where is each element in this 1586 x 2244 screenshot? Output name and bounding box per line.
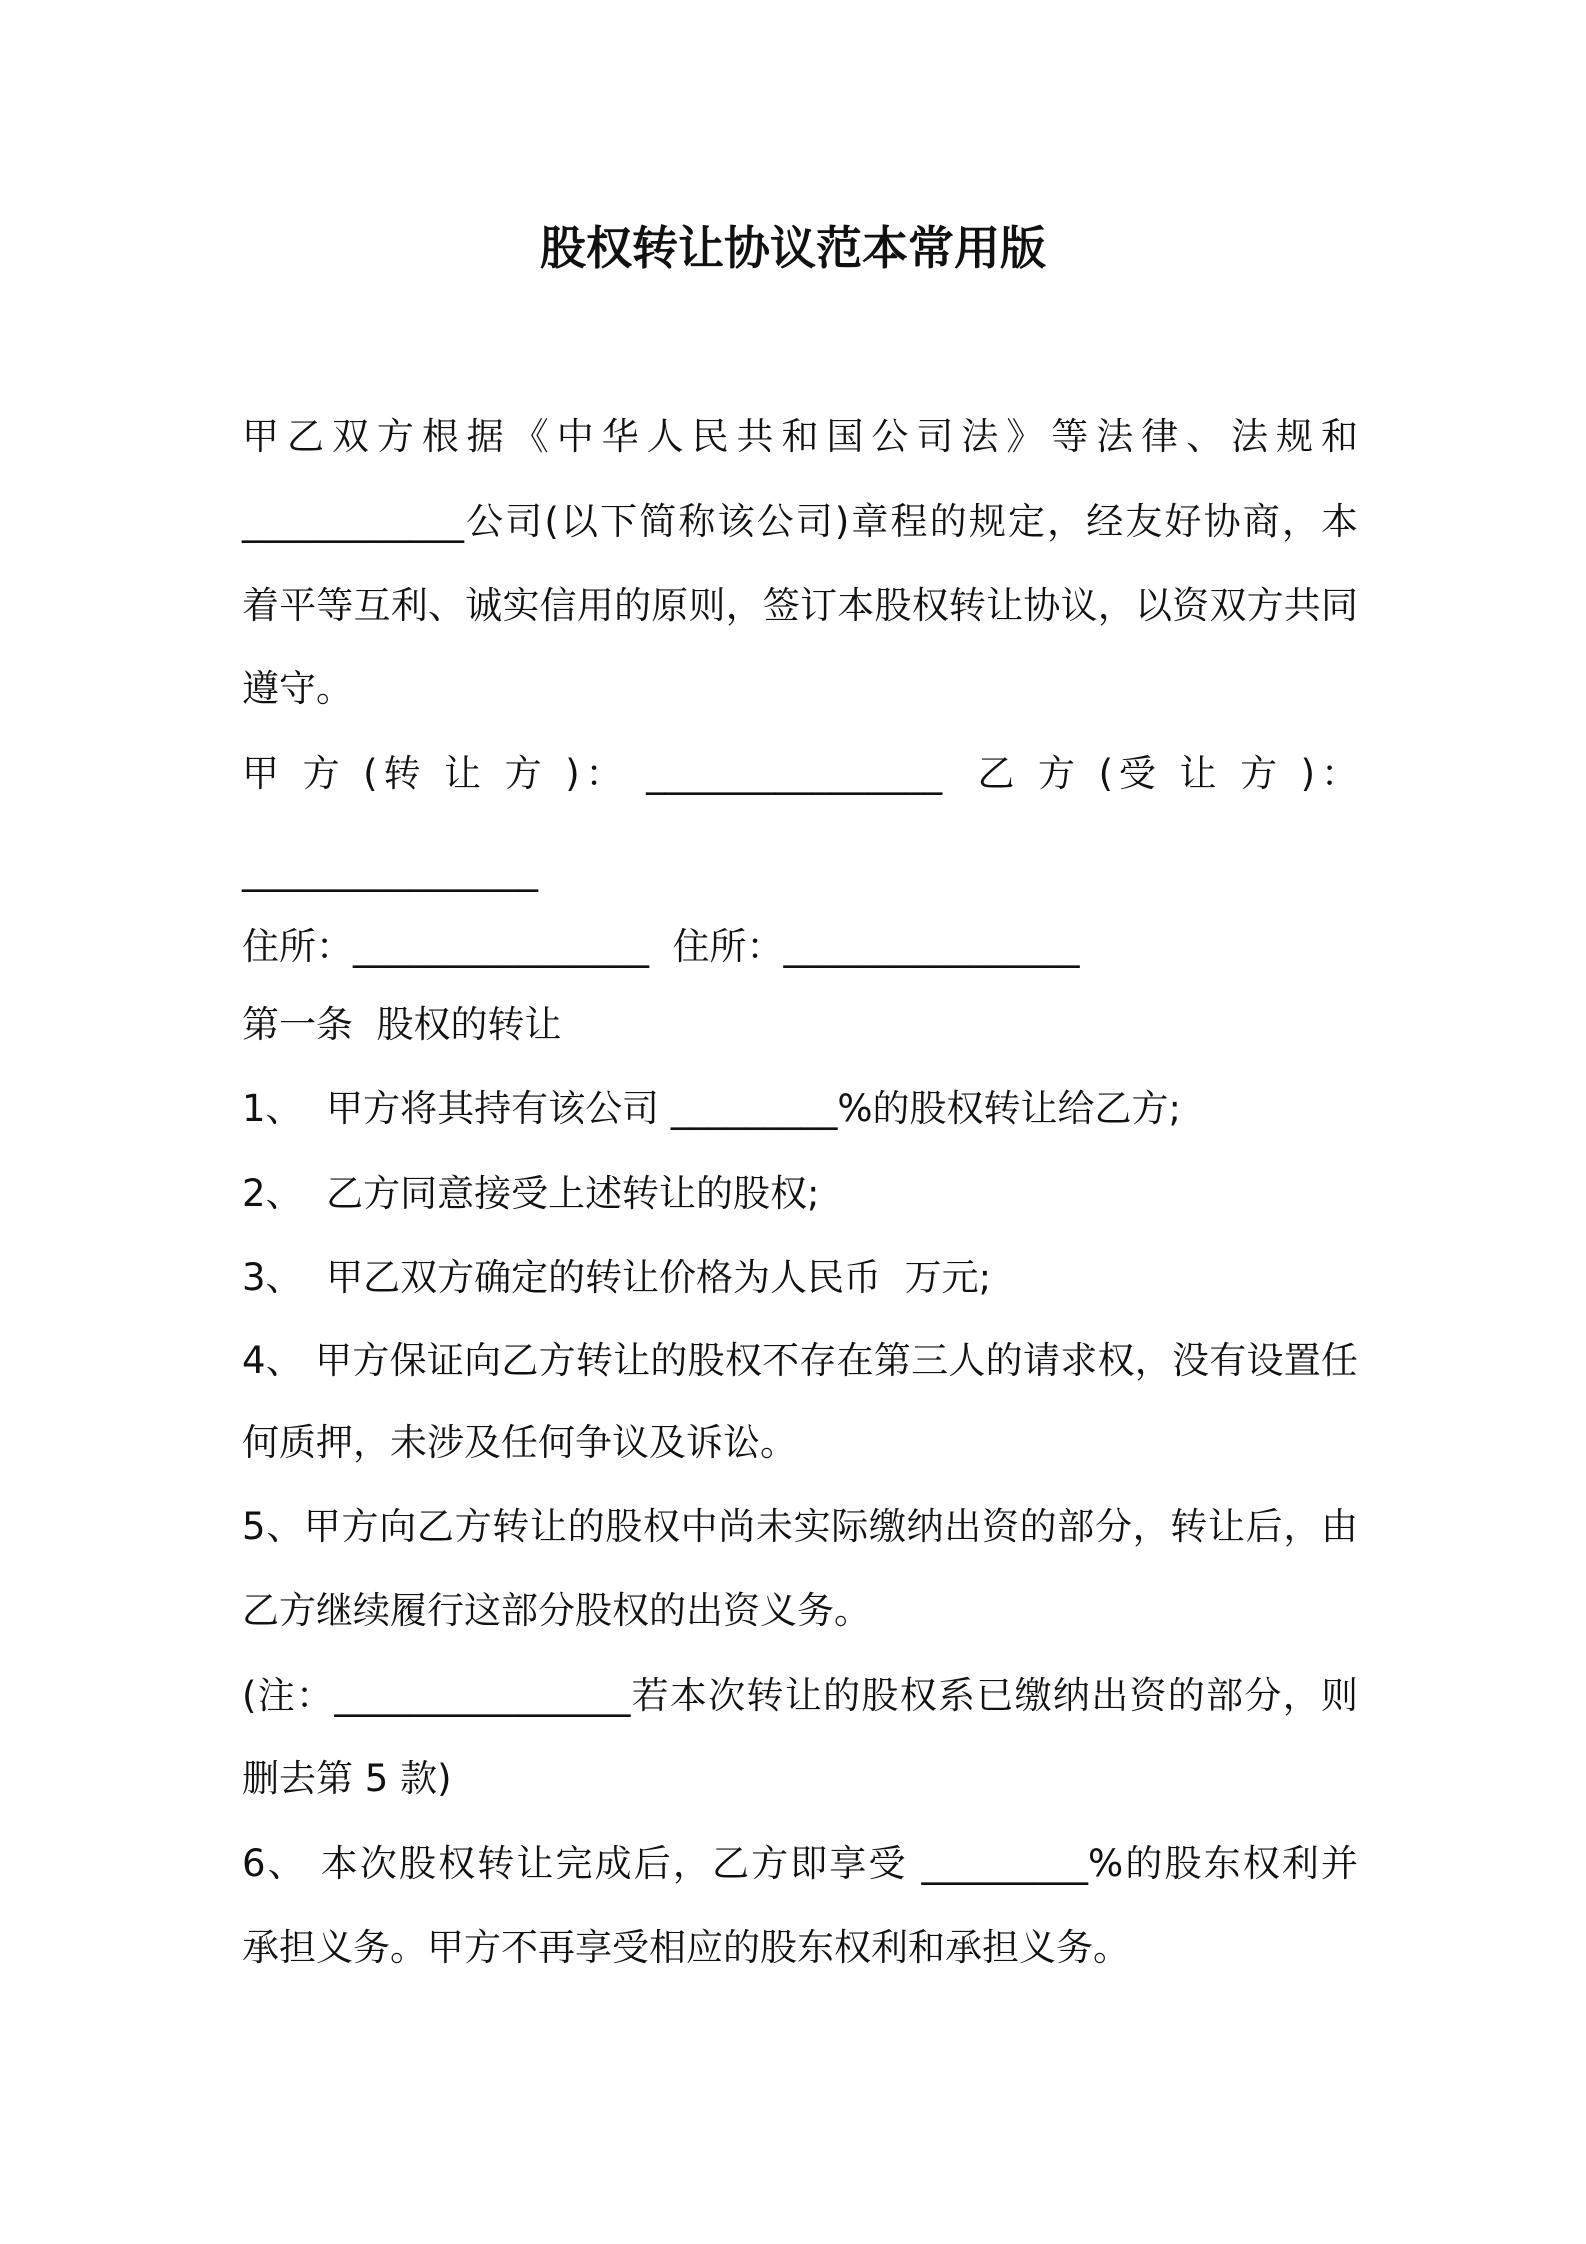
address-line: 住所：________________ 住所：________________	[242, 925, 1080, 968]
clause-item: 4、 甲方保证向乙方转让的股权不存在第三人的请求权，没有设置任	[242, 1339, 1358, 1382]
clause-item: 1、 甲方将其持有该公司 _________%的股权转让给乙方;	[242, 1087, 1181, 1130]
parties-line: 甲 方 (转 让 方 )： ________________ 乙 方 (受 让 方 )：	[242, 752, 1358, 795]
clause-item: 6、 本次股权转让完成后，乙方即享受 _________%的股东权利并	[242, 1842, 1358, 1885]
clause-item: 乙方继续履行这部分股权的出资义务。	[242, 1589, 871, 1632]
preamble-line: ____________公司(以下简称该公司)章程的规定，经友好协商，本	[242, 500, 1358, 543]
preamble-line: 甲乙双方根据《中华人民共和国公司法》等法律、法规和	[242, 415, 1358, 458]
clause-item: 2、 乙方同意接受上述转让的股权;	[242, 1172, 820, 1215]
parties-line: ________________	[242, 849, 538, 892]
clause-item: 承担义务。甲方不再享受相应的股东权利和承担义务。	[242, 1926, 1130, 1969]
article-heading: 第一条 股权的转让	[242, 1003, 562, 1046]
preamble-line: 着平等互利、诚实信用的原则，签订本股权转让协议，以资双方共同	[242, 584, 1358, 627]
clause-note: (注：________________若本次转让的股权系已缴纳出资的部分，则	[242, 1674, 1358, 1717]
preamble-line: 遵守。	[242, 667, 353, 710]
clause-item: 3、 甲乙双方确定的转让价格为人民币 万元;	[242, 1256, 992, 1299]
clause-item: 5、甲方向乙方转让的股权中尚未实际缴纳出资的部分，转让后，由	[242, 1505, 1358, 1548]
clause-item: 何质押，未涉及任何争议及诉讼。	[242, 1421, 797, 1464]
document-title: 股权转让协议范本常用版	[540, 221, 1046, 275]
clause-note: 删去第 5 款)	[242, 1757, 452, 1800]
